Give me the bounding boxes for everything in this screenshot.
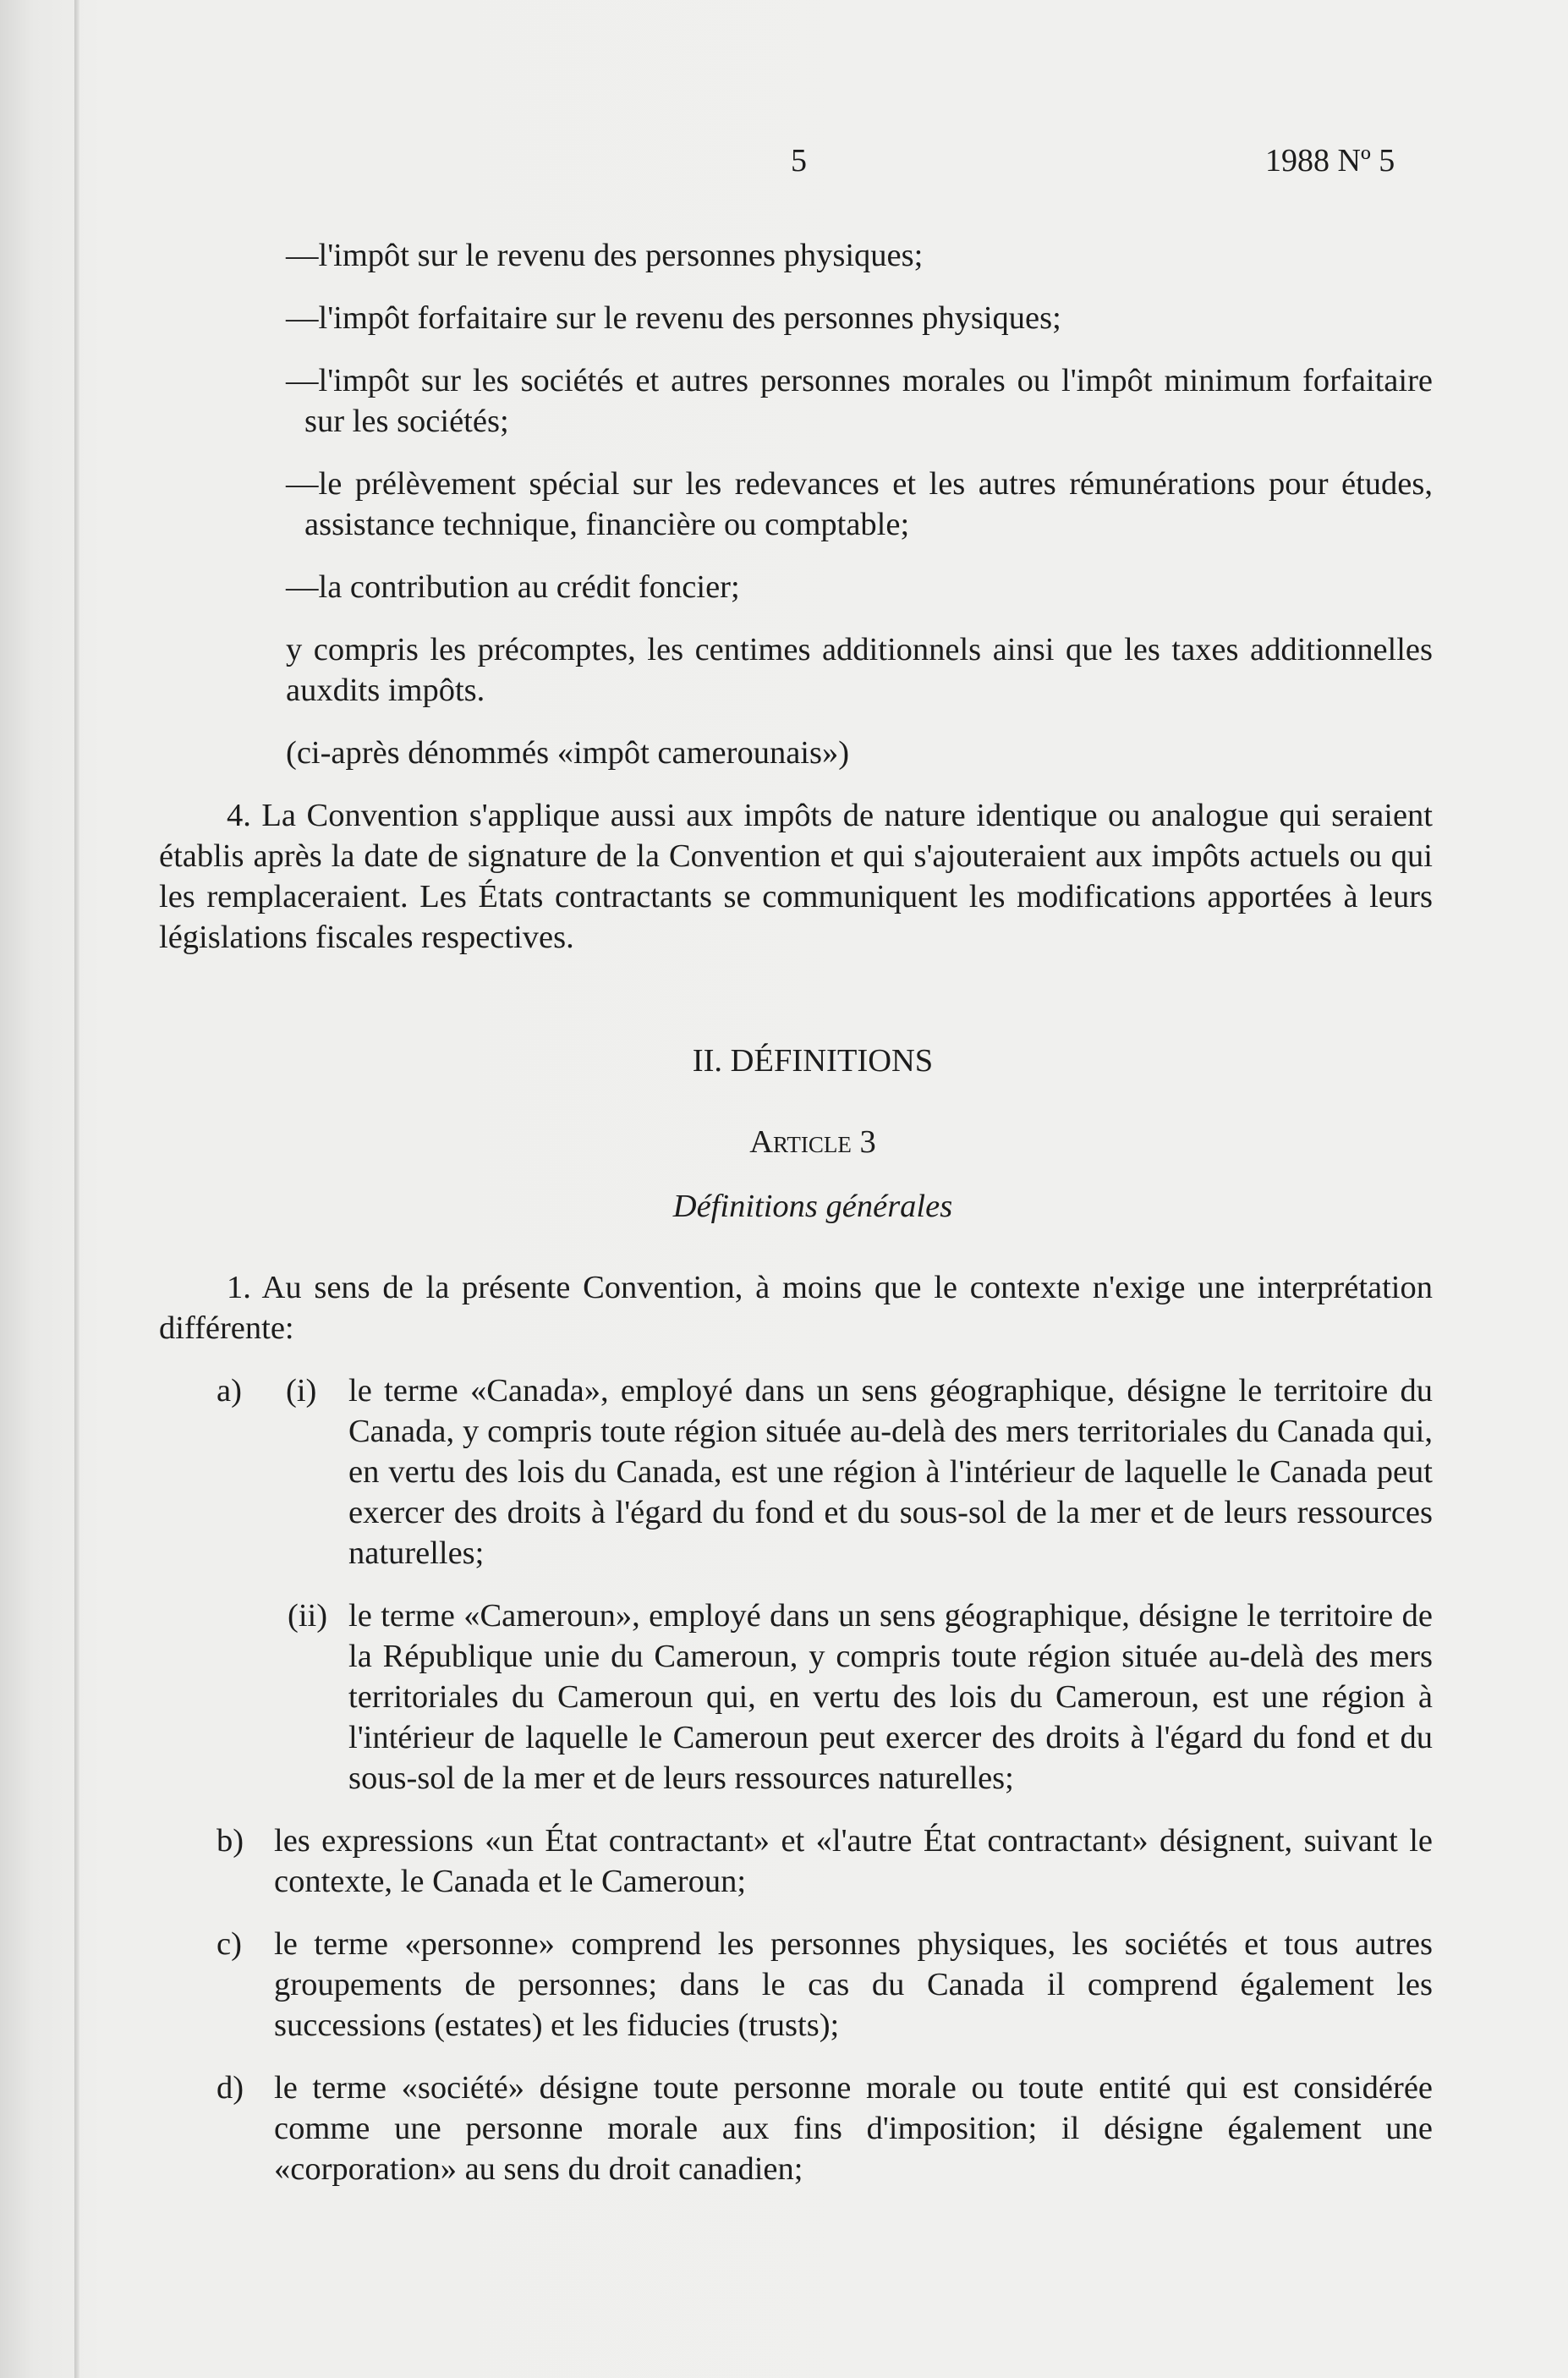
item-label-b: b) bbox=[217, 1823, 244, 1859]
paragraph-1: 1. Au sens de la présente Convention, à moins que le contexte n'exige une interprétation différente: bbox=[159, 1270, 1433, 1346]
item-d bbox=[159, 2068, 1433, 2189]
body-text bbox=[159, 235, 1433, 2211]
article-subtitle: Définitions générales bbox=[672, 1189, 953, 1224]
page-header bbox=[0, 142, 1568, 193]
section-title: II. DÉFINITIONS bbox=[692, 1043, 934, 1079]
tax-designation: (ci-après dénommés «impôt camerounais») bbox=[286, 735, 850, 771]
tax-item: —la contribution au crédit foncier; bbox=[286, 569, 740, 605]
item-text-a-ii: le terme «Cameroun», employé dans un sens géographique, désigne le territoire de la République unie du Cameroun, y compris toute région située au-delà des mers territoriales du Cameroun qui, en vertu des lois du Cameroun, est une région à l'intérieur de laquelle le Cameroun peut exercer des droits à l'égard du fond et du sous-sol de la mer et de leurs ressources naturelles; bbox=[348, 1598, 1433, 1796]
item-a-ii bbox=[159, 1595, 1433, 1799]
tax-item: —l'impôt sur les sociétés et autres personnes morales ou l'impôt minimum forfaitaire sur les sociétés; bbox=[286, 363, 1433, 439]
item-text-d: le terme «société» désigne toute personne morale ou toute entité qui est considérée comme une personne morale aux fins d'imposition; il désigne également une «corporation» au sens du droit canadien; bbox=[274, 2070, 1433, 2187]
binding-spine bbox=[74, 0, 79, 2378]
item-b bbox=[159, 1821, 1433, 1902]
tax-item: —l'impôt forfaitaire sur le revenu des personnes physiques; bbox=[286, 300, 1061, 336]
item-text-a-i: le terme «Canada», employé dans un sens géographique, désigne le territoire du Canada, y compris toute région située au-delà des mers territoriales du Canada qui, en vertu des lois du Canada, est une région à l'intérieur de laquelle le Canada peut exercer des droits à l'égard du fond et du sous-sol de la mer et de leurs ressources naturelles; bbox=[348, 1373, 1433, 1571]
tax-item: —l'impôt sur le revenu des personnes physiques; bbox=[286, 238, 924, 273]
item-label-a: a) bbox=[217, 1373, 242, 1409]
item-text-b: les expressions «un État contractant» et «l'autre État contractant» désignent, suivant le contexte, le Canada et le Cameroun; bbox=[274, 1823, 1433, 1899]
item-label-a-i: (i) bbox=[286, 1373, 317, 1409]
paragraph-4: 4. La Convention s'applique aussi aux impôts de nature identique ou analogue qui seraient établis après la date de signature de la Convention et qui s'ajouteraient aux impôts actuels ou qui les remplaceraient. Les États contractants se communiquent les modifications apportées à leurs législations fiscales respectives. bbox=[159, 798, 1433, 955]
page-number: 5 bbox=[791, 143, 807, 178]
gazette-number: 1988 Nº 5 bbox=[1265, 143, 1395, 178]
item-label-a-ii: (ii) bbox=[288, 1598, 328, 1634]
item-label-c: c) bbox=[217, 1926, 242, 1962]
item-a-i bbox=[159, 1370, 1433, 1573]
tax-item: —le prélèvement spécial sur les redevances et les autres rémunérations pour études, assistance technique, financière ou comptable; bbox=[286, 466, 1433, 542]
item-label-d: d) bbox=[217, 2070, 244, 2106]
tax-tail-text: y compris les précomptes, les centimes additionnels ainsi que les taxes additionnelles auxdits impôts. bbox=[286, 632, 1433, 708]
item-text-c: le terme «personne» comprend les personnes physiques, les sociétés et tous autres groupements de personnes; dans le cas du Canada il comprend également les successions (estates) et les fiducies (trusts); bbox=[274, 1926, 1433, 2043]
article-title: Article 3 bbox=[749, 1124, 876, 1160]
item-c bbox=[159, 1924, 1433, 2046]
